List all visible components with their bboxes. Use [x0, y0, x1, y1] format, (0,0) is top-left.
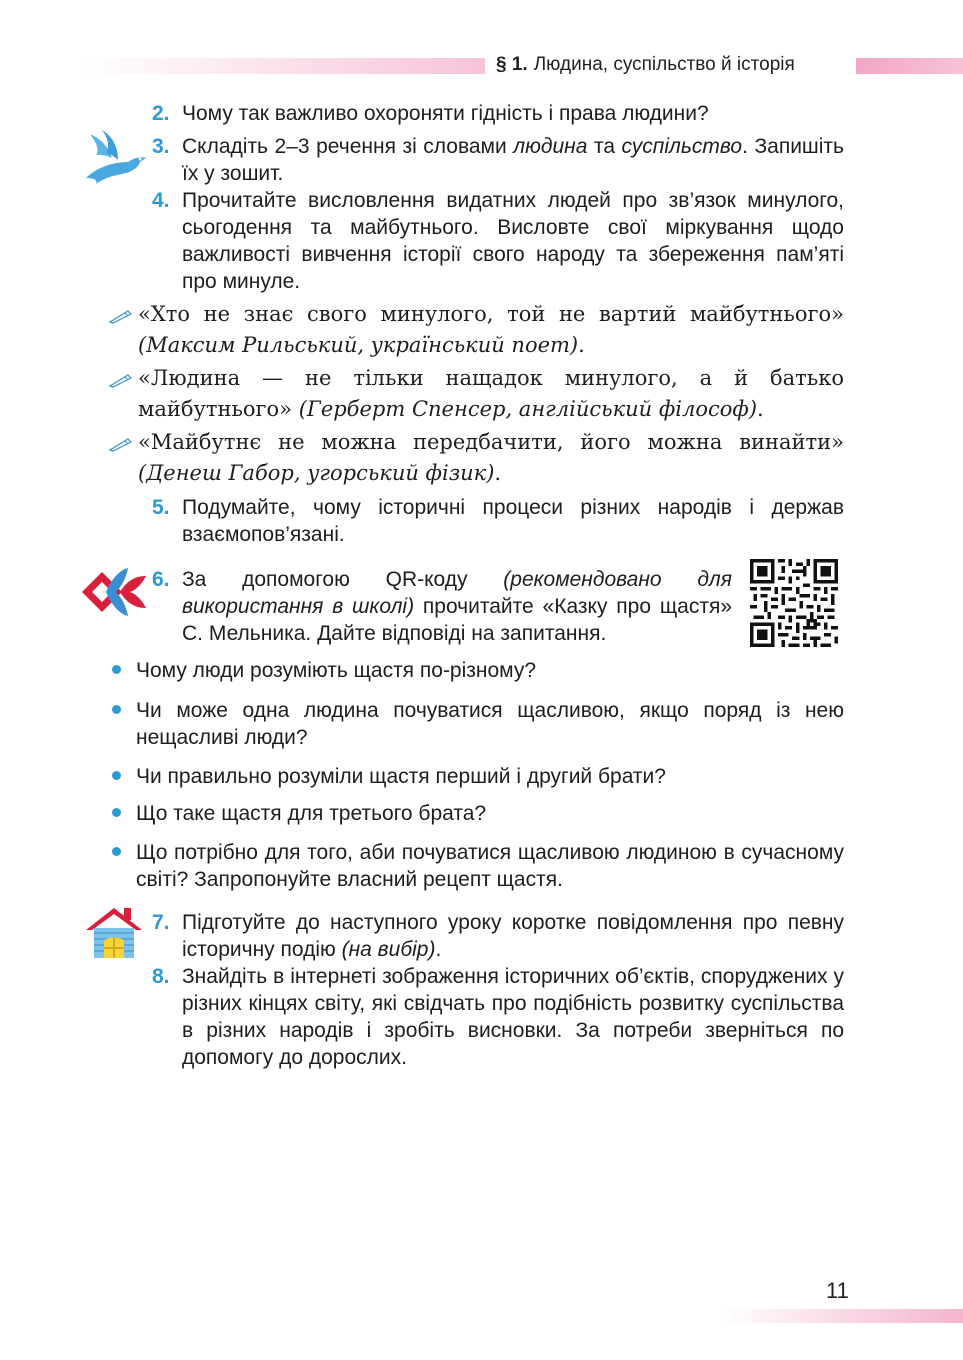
bullet-icon — [112, 665, 121, 674]
task-5-number: 5. — [152, 496, 170, 519]
task-8-number: 8. — [152, 965, 170, 988]
task-2-text: Чому так важливо охороняти гідність і права людини? — [182, 102, 709, 125]
task-5-text: Подумайте, чому історичні процеси різних народів і держав взаємопов’язані. — [182, 496, 844, 546]
question-5: Що потрібно для того, аби почуватися щасливою людиною в сучасному світі? Запропонуйте власний рецепт щастя. — [136, 841, 844, 891]
bullet-icon — [112, 847, 121, 856]
bullet-icon — [112, 705, 121, 714]
house-icon — [84, 904, 144, 960]
header-decor-left — [80, 58, 485, 74]
task-3-number: 3. — [152, 135, 170, 158]
task-2-number: 2. — [152, 102, 170, 125]
page-number: 11 — [826, 1278, 849, 1303]
pen-icon — [108, 308, 132, 324]
footer-decor — [720, 1309, 963, 1323]
question-4: Що таке щастя для третього брата? — [136, 802, 487, 825]
running-header — [496, 54, 795, 76]
task-6-text: За допомогою QR-коду (рекомендовано для використання в школі) прочитайте «Казку про щастя» С. Мельника. Дайте відповіді на запитання. — [182, 568, 732, 645]
task-7-number: 7. — [152, 911, 170, 934]
section-title: Людина, суспільство й історія — [533, 54, 795, 75]
qr-code[interactable] — [750, 559, 838, 647]
task-8-text: Знайдіть в інтернеті зображення історичних об’єктів, споруджених у різних кінцях світу, які свідчать про подібність розвитку суспільства в різних народів і зробіть висновки. За потреби зверніться по допомогу до дорослих. — [182, 965, 844, 1069]
task-7-text: Підготуйте до наступного уроку коротке повідомлення про певну історичну подію (на вибір). — [182, 911, 844, 961]
bullet-icon — [112, 808, 121, 817]
puzzle-icon — [80, 566, 148, 618]
task-3-text: Складіть 2–3 речення зі словами людина та суспільство. Запишіть їх у зошит. — [182, 135, 844, 185]
quote-rylsky: «Хто не знає свого минулого, той не вартий майбутнього» (Максим Рильський, український поет). — [138, 302, 844, 357]
section-number: § 1. — [496, 54, 528, 75]
bullet-icon — [112, 771, 121, 780]
question-3: Чи правильно розуміли щастя перший і другий брати? — [136, 765, 666, 788]
question-2: Чи може одна людина почуватися щасливою, якщо поряд із нею нещасливі люди? — [136, 699, 844, 749]
header-decor-right — [856, 58, 963, 74]
task-4-number: 4. — [152, 189, 170, 212]
task-4-text: Прочитайте висловлення видатних людей про зв’язок минулого, сьогодення та майбутнього. Висловте свої міркування щодо важливості вивчення історії свого народу та збереження пам’яті про минуле. — [182, 189, 844, 293]
question-1: Чому люди розуміють щастя по-різному? — [136, 659, 537, 682]
quote-gabor: «Майбутнє не можна передбачити, його можна винайти» (Денеш Габор, угорський фізик). — [138, 430, 844, 485]
task-6-number: 6. — [152, 568, 170, 591]
pen-icon — [108, 372, 132, 388]
pen-icon — [108, 436, 132, 452]
dove-icon — [82, 128, 152, 186]
quote-spencer: «Людина — не тільки нащадок минулого, а й батько майбутнього» (Герберт Спенсер, англійський філософ). — [138, 366, 844, 421]
